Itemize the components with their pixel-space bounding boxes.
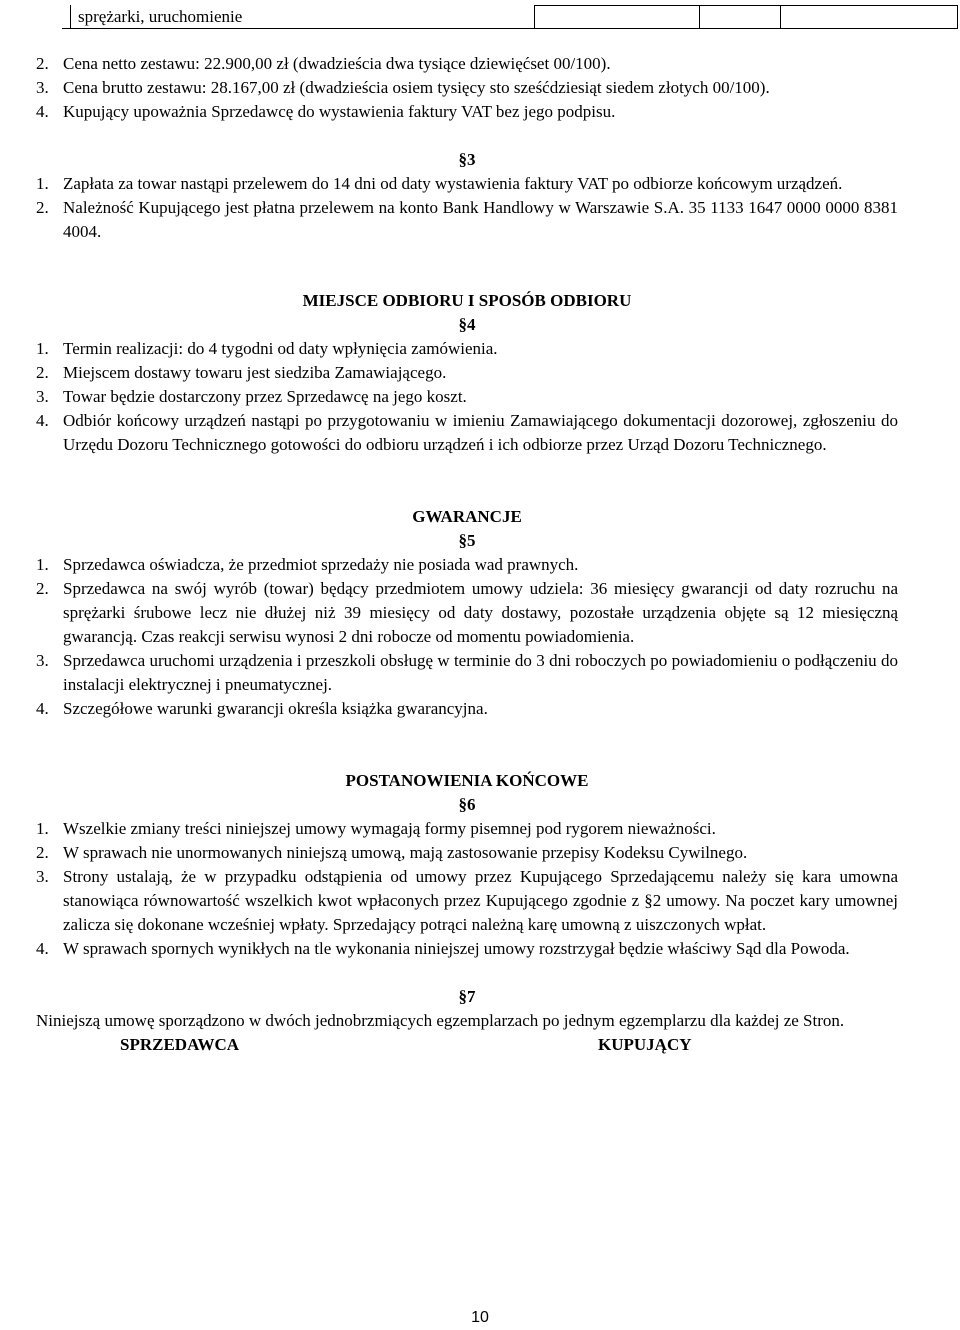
list-item: 1. Zapłata za towar nastąpi przelewem do 14 dni od daty wystawienia faktury VAT po odbiorze końcowym urządzeń. xyxy=(36,174,843,193)
list-item: 2. Należność Kupującego jest płatna przelewem na konto Bank Handlowy w Warszawie S.A. 35 1133 1647 0000 0000 8381 4004. xyxy=(36,198,898,241)
price-list xyxy=(36,52,898,124)
list-item: 2. Sprzedawca na swój wyrób (towar) będący przedmiotem umowy udziela: 36 miesięcy gwarancji od daty rozruchu na sprężarki śrubowe lecz nie dłużej niż 39 miesięcy od daty dostawy, pozostałe urządzenia objęte są 12 miesięczną gwarancją. Czas reakcji serwisu wynosi 2 dni robocze od momentu powiadomienia. xyxy=(36,579,898,646)
final-provisions-list xyxy=(36,817,898,961)
pickup-list xyxy=(36,337,898,457)
section-3-label: §3 xyxy=(458,150,476,169)
payment-list xyxy=(36,172,898,244)
list-item: 1. Sprzedawca oświadcza, że przedmiot sprzedaży nie posiada wad prawnych. xyxy=(36,555,579,574)
list-item: 1. Termin realizacji: do 4 tygodni od daty wpłynięcia zamówienia. xyxy=(36,339,498,358)
table-border xyxy=(62,28,958,29)
list-item: 2. Miejscem dostawy towaru jest siedziba Zamawiającego. xyxy=(36,363,447,382)
list-item: 3. Strony ustalają, że w przypadku odstąpienia od umowy przez Kupującego Sprzedającemu należy się kara umowna stanowiąca równowartość wszelkich kwot wpłaconych przez Kupującego zgodnie z §2 umowy. Na poczet kary umownej zalicza się dokonane wcześniej wpłaty. Sprzedający potrąci należną karę umowną z uiszczonych wpłat. xyxy=(36,867,898,934)
list-item: 3. Towar będzie dostarczony przez Sprzedawcę na jego koszt. xyxy=(36,387,467,406)
heading-final-provisions: POSTANOWIENIA KOŃCOWE xyxy=(345,771,589,790)
table-cell-text: sprężarki, uruchomienie xyxy=(78,7,243,26)
section-7-label: §7 xyxy=(458,987,476,1006)
list-item: 2. Cena netto zestawu: 22.900,00 zł (dwadzieścia dwa tysiące dziewięćset 00/100). xyxy=(36,54,611,73)
buyer-signature-label: KUPUJĄCY xyxy=(598,1035,692,1054)
table-border xyxy=(70,5,71,29)
table-cell xyxy=(699,5,781,29)
list-item: 4. W sprawach spornych wynikłych na tle wykonania niniejszej umowy rozstrzygał będzie właściwy Sąd dla Powoda. xyxy=(36,939,850,958)
list-item: 2. W sprawach nie unormowanych niniejszą umową, mają zastosowanie przepisy Kodeksu Cywilnego. xyxy=(36,843,748,862)
seller-signature-label: SPRZEDAWCA xyxy=(120,1035,240,1054)
signature-row xyxy=(36,1033,898,1057)
section-5-label: §5 xyxy=(458,531,476,550)
list-item: 3. Sprzedawca uruchomi urządzenia i przeszkoli obsługę w terminie do 3 dni roboczych po powiadomieniu o podłączeniu do instalacji elektrycznej i pneumatycznej. xyxy=(36,651,898,694)
list-item: 1. Wszelkie zmiany treści niniejszej umowy wymagają formy pisemnej pod rygorem nieważności. xyxy=(36,819,716,838)
document-page xyxy=(36,52,898,1057)
table-fragment xyxy=(62,5,958,29)
list-item: 4. Szczegółowe warunki gwarancji określa książka gwarancyjna. xyxy=(36,699,488,718)
table-cell xyxy=(534,5,700,29)
section-6-label: §6 xyxy=(458,795,476,814)
heading-warranty: GWARANCJE xyxy=(412,507,522,526)
list-item: 4. Kupujący upoważnia Sprzedawcę do wystawienia faktury VAT bez jego podpisu. xyxy=(36,102,616,121)
section-4-label: §4 xyxy=(458,315,476,334)
table-cell xyxy=(780,5,958,29)
list-item: 4. Odbiór końcowy urządzeń nastąpi po przygotowaniu w imieniu Zamawiającego dokumentacji dozorowej, zgłoszeniu do Urzędu Dozoru Technicznego gotowości do odbioru urządzeń i ich odbiorze przez Urząd Dozoru Technicznego. xyxy=(36,411,898,454)
warranty-list xyxy=(36,553,898,721)
page-number: 10 xyxy=(471,1309,489,1326)
heading-pickup: MIEJSCE ODBIORU I SPOSÓB ODBIORU xyxy=(302,291,632,310)
list-item: 3. Cena brutto zestawu: 28.167,00 zł (dwadzieścia osiem tysięcy sto sześćdziesiąt siedem złotych 00/100). xyxy=(36,78,770,97)
final-paragraph: Niniejszą umowę sporządzono w dwóch jednobrzmiących egzemplarzach po jednym egzemplarzu dla każdej ze Stron. xyxy=(36,1011,845,1030)
